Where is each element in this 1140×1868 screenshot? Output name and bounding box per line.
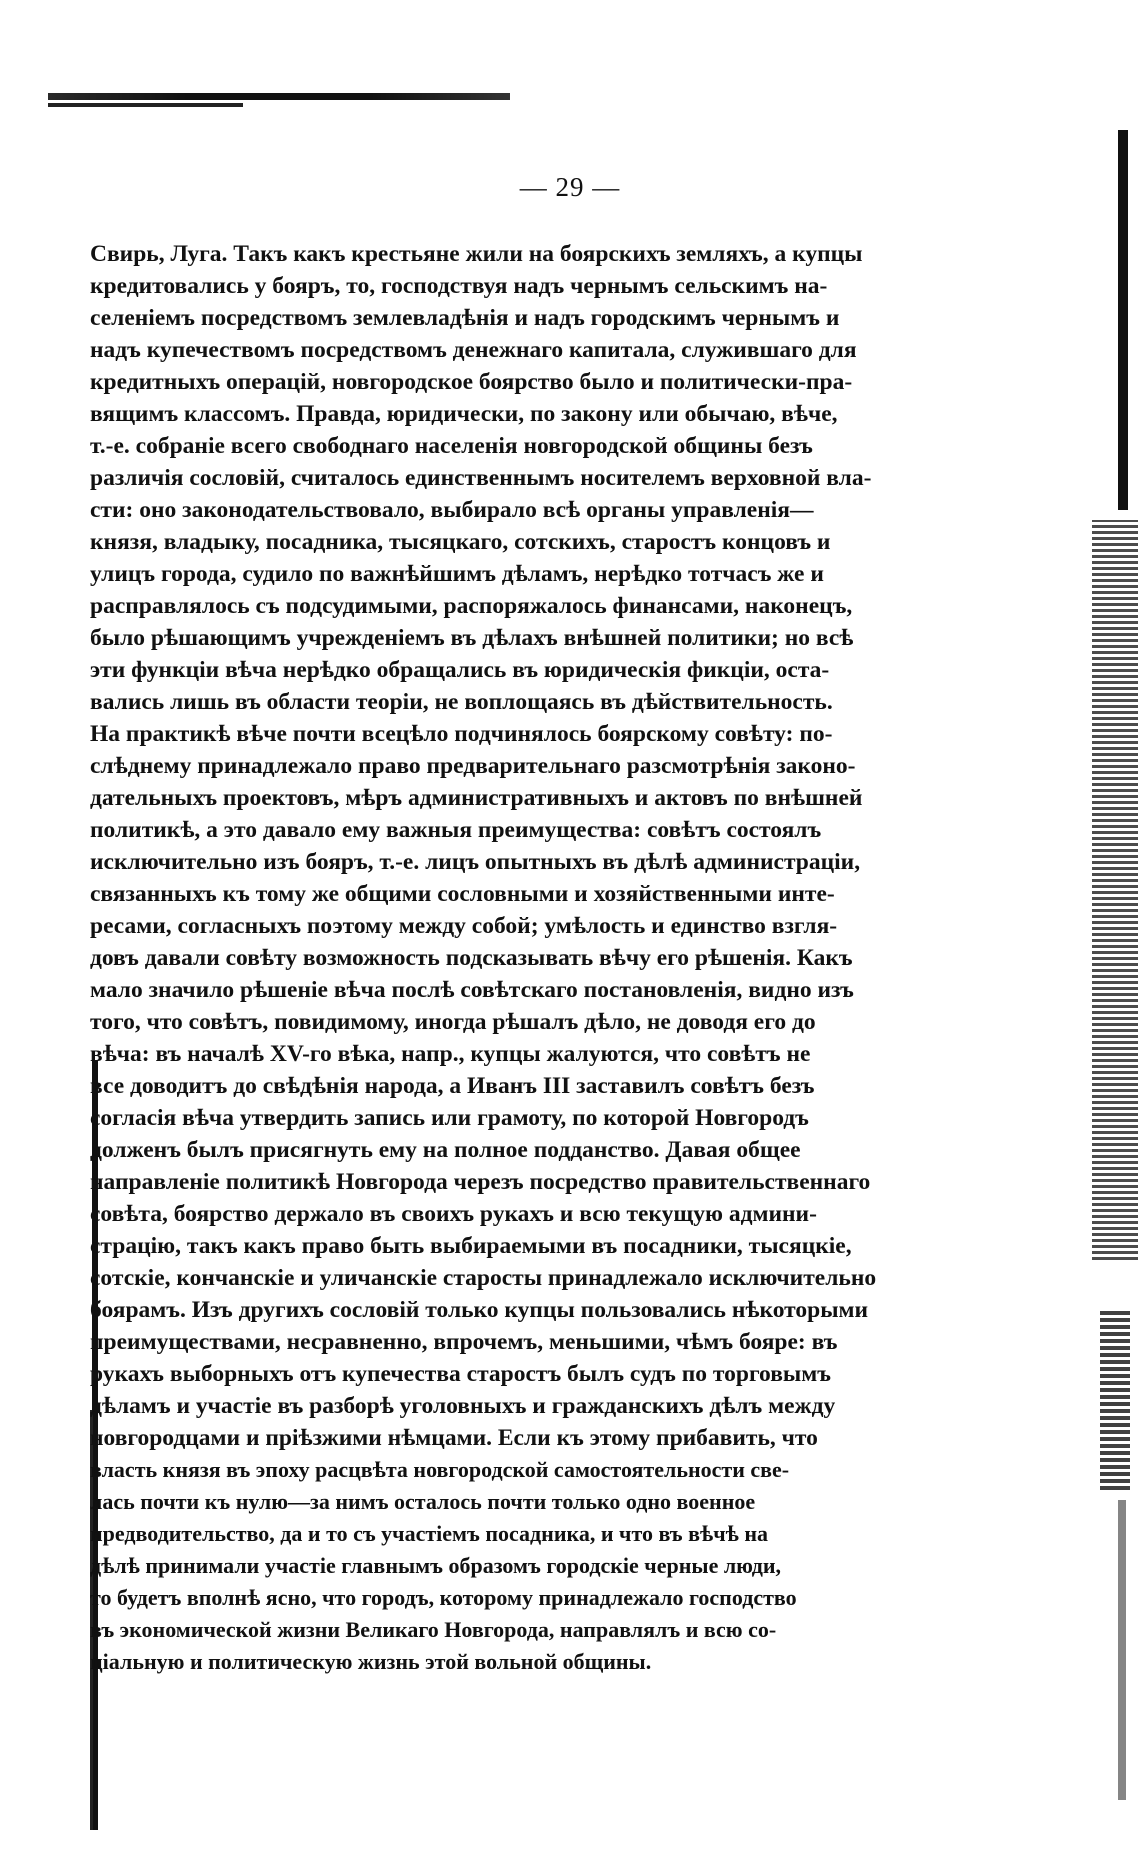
text-line: лась почти къ нулю—за нимъ осталось почти только одно военное: [90, 1489, 756, 1514]
text-line: согласія вѣча утвердить запись или грамоту, по которой Новгородъ: [90, 1105, 809, 1131]
text-line: дѣламъ и участіе въ разборѣ уголовныхъ и гражданскихъ дѣлъ между: [90, 1393, 836, 1419]
text-line: страцію, такъ какъ право быть выбираемыми въ посадники, тысяцкіе,: [90, 1233, 852, 1259]
text-line: вящимъ классомъ. Правда, юридически, по закону или обычаю, вѣче,: [90, 401, 838, 427]
text-line: различія сословій, считалось единственнымъ носителемъ верховной вла-: [90, 465, 872, 491]
text-line: эти функціи вѣча нерѣдко обращались въ юридическія фикціи, оста-: [90, 657, 830, 683]
text-line: предводительство, да и то съ участіемъ посадника, и что въ вѣчѣ на: [90, 1521, 769, 1546]
text-line: надъ купечествомъ посредствомъ денежнаго капитала, служившаго для: [90, 337, 857, 363]
text-line: кредитныхъ операцій, новгородское боярство было и политически-пра-: [90, 369, 853, 395]
scan-artifact-top-rule-lower: [48, 103, 243, 107]
text-line: совѣта, боярство держало въ своихъ рукахъ и всю текущую админи-: [90, 1201, 817, 1227]
text-line: все доводитъ до свѣдѣнія народа, а Иванъ III заставилъ совѣтъ безъ: [90, 1073, 815, 1099]
text-line: т.-е. собраніе всего свободнаго населенія новгородской общины безъ: [90, 433, 813, 459]
scan-artifact-top-rule: [48, 93, 510, 100]
text-line: довъ давали совѣту возможность подсказывать вѣчу его рѣшенія. Какъ: [90, 945, 853, 971]
text-line: расправлялось съ подсудимыми, распоряжалось финансами, наконецъ,: [90, 593, 853, 619]
text-line: улицъ города, судило по важнѣйшимъ дѣламъ, нерѣдко тотчасъ же и: [90, 561, 824, 587]
text-line: въ экономической жизни Великаго Новгорода, направлялъ и всю со-: [90, 1617, 777, 1642]
text-line: рукахъ выборныхъ отъ купечества старостъ былъ судъ по торговымъ: [90, 1361, 831, 1387]
text-line: политикѣ, а это давало ему важныя преимущества: совѣтъ состоялъ: [90, 817, 822, 843]
text-line: кредитовались у бояръ, то, господствуя надъ чернымъ сельскимъ на-: [90, 273, 828, 299]
text-line: было рѣшающимъ учрежденіемъ въ дѣлахъ внѣшней политики; но всѣ: [90, 625, 854, 651]
text-line: исключительно изъ бояръ, т.-е. лицъ опытныхъ въ дѣлѣ администраціи,: [90, 849, 861, 875]
text-line: сотскіе, кончанскіе и уличанскіе старосты принадлежало исключительно: [90, 1265, 877, 1291]
text-line: дѣлѣ принимали участіе главнымъ образомъ городскіе черные люди,: [90, 1553, 782, 1578]
text-line: мало значило рѣшеніе вѣча послѣ совѣтскаго постановленія, видно изъ: [90, 977, 854, 1003]
text-line: Свирь, Луга. Такъ какъ крестьяне жили на боярскихъ земляхъ, а купцы: [90, 241, 863, 267]
text-line: слѣднему принадлежало право предварительнаго разсмотрѣнія законо-: [90, 753, 856, 779]
text-line: дательныхъ проектовъ, мѣръ административныхъ и актовъ по внѣшней: [90, 785, 863, 811]
body-text: [90, 238, 1140, 1678]
text-line: вѣча: въ началѣ XV-го вѣка, напр., купцы жалуются, что совѣтъ не: [90, 1041, 811, 1067]
text-line: селеніемъ посредствомъ землевладѣнія и надъ городскимъ чернымъ и: [90, 305, 840, 331]
text-line: На практикѣ вѣче почти всецѣло подчинялось боярскому совѣту: по-: [90, 721, 833, 747]
text-line: новгородцами и пріѣзжими нѣмцами. Если къ этому прибавить, что: [90, 1425, 818, 1451]
text-line: того, что совѣтъ, повидимому, иногда рѣшалъ дѣло, не доводя его до: [90, 1009, 816, 1035]
text-line: власть князя въ эпоху расцвѣта новгородской самостоятельности све-: [90, 1457, 790, 1482]
text-line: связанныхъ къ тому же общими сословными и хозяйственными инте-: [90, 881, 835, 907]
text-line: боярамъ. Изъ другихъ сословій только купцы пользовались нѣкоторыми: [90, 1297, 869, 1323]
text-line: направленіе политикѣ Новгорода черезъ посредство правительственнаго: [90, 1169, 871, 1195]
text-line: то будетъ вполнѣ ясно, что городъ, которому принадлежало господство: [90, 1585, 797, 1610]
text-line: сти: оно законодательствовало, выбирало всѣ органы управленія—: [90, 497, 814, 523]
text-line: ціальную и политическую жизнь этой вольной общины.: [90, 1649, 652, 1674]
text-line: преимуществами, несравненно, впрочемъ, меньшими, чѣмъ бояре: въ: [90, 1329, 838, 1355]
page-number: — 29 —: [519, 172, 621, 202]
text-line: князя, владыку, посадника, тысяцкаго, сотскихъ, старостъ концовъ и: [90, 529, 831, 555]
text-line: ресами, согласныхъ поэтому между собой; умѣлость и единство взгля-: [90, 913, 838, 939]
text-line: вались лишь въ области теоріи, не воплощаясь въ дѣйствительность.: [90, 689, 833, 715]
text-line: долженъ былъ присягнуть ему на полное подданство. Давая общее: [90, 1137, 801, 1163]
